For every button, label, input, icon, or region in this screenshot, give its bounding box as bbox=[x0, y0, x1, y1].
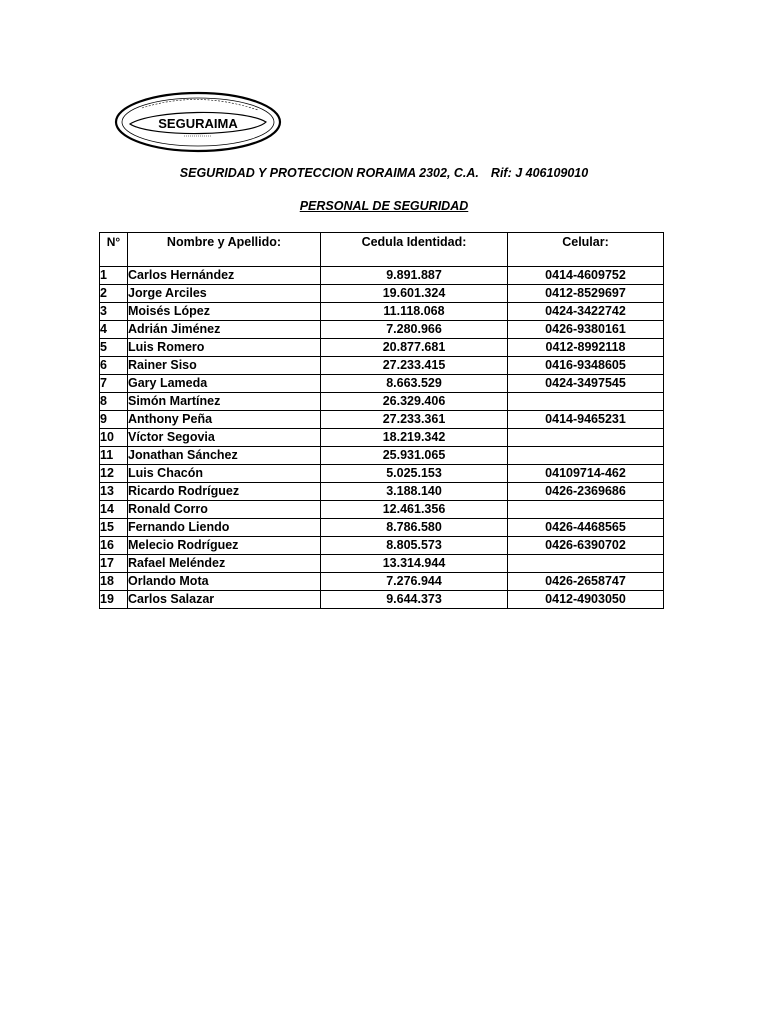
table-row bbox=[100, 285, 664, 303]
cell-id: 19.601.324 bbox=[321, 285, 508, 303]
cell-name: Fernando Liendo bbox=[128, 519, 321, 537]
cell-name: Simón Martínez bbox=[128, 393, 321, 411]
cell-id: 8.805.573 bbox=[321, 537, 508, 555]
col-header-name: Nombre y Apellido: bbox=[128, 233, 321, 267]
cell-id: 26.329.406 bbox=[321, 393, 508, 411]
col-header-id: Cedula Identidad: bbox=[321, 233, 508, 267]
table-row bbox=[100, 429, 664, 447]
cell-name: Anthony Peña bbox=[128, 411, 321, 429]
cell-number: 14 bbox=[100, 501, 128, 519]
page-title: PERSONAL DE SEGURIDAD bbox=[299, 199, 469, 213]
cell-number: 19 bbox=[100, 591, 128, 609]
cell-id: 5.025.153 bbox=[321, 465, 508, 483]
cell-number: 3 bbox=[100, 303, 128, 321]
cell-phone: 0416-9348605 bbox=[508, 357, 664, 375]
cell-phone: 0426-6390702 bbox=[508, 537, 664, 555]
company-line bbox=[0, 166, 768, 180]
cell-id: 9.891.887 bbox=[321, 267, 508, 285]
table-row bbox=[100, 447, 664, 465]
col-header-phone: Celular: bbox=[508, 233, 664, 267]
cell-id: 11.118.068 bbox=[321, 303, 508, 321]
cell-phone: 0426-2658747 bbox=[508, 573, 664, 591]
table-header-row bbox=[100, 233, 664, 267]
cell-phone bbox=[508, 501, 664, 519]
cell-number: 8 bbox=[100, 393, 128, 411]
table-row bbox=[100, 339, 664, 357]
cell-phone: 04109714-462 bbox=[508, 465, 664, 483]
cell-phone: 0424-3422742 bbox=[508, 303, 664, 321]
cell-name: Rainer Siso bbox=[128, 357, 321, 375]
personnel-table bbox=[99, 232, 664, 609]
cell-name: Carlos Hernández bbox=[128, 267, 321, 285]
cell-name: Ricardo Rodríguez bbox=[128, 483, 321, 501]
cell-phone bbox=[508, 555, 664, 573]
cell-number: 18 bbox=[100, 573, 128, 591]
cell-phone bbox=[508, 429, 664, 447]
cell-name: Ronald Corro bbox=[128, 501, 321, 519]
logo-emblem bbox=[112, 88, 284, 154]
cell-number: 13 bbox=[100, 483, 128, 501]
cell-phone: 0414-9465231 bbox=[508, 411, 664, 429]
cell-phone: 0412-4903050 bbox=[508, 591, 664, 609]
svg-text:SEGURAIMA: SEGURAIMA bbox=[158, 116, 238, 131]
cell-number: 16 bbox=[100, 537, 128, 555]
table-row bbox=[100, 573, 664, 591]
cell-name: Luis Chacón bbox=[128, 465, 321, 483]
cell-number: 4 bbox=[100, 321, 128, 339]
cell-name: Moisés López bbox=[128, 303, 321, 321]
table-row bbox=[100, 519, 664, 537]
table-row bbox=[100, 303, 664, 321]
cell-id: 13.314.944 bbox=[321, 555, 508, 573]
cell-number: 2 bbox=[100, 285, 128, 303]
table-row bbox=[100, 267, 664, 285]
table-row bbox=[100, 555, 664, 573]
cell-phone: 0414-4609752 bbox=[508, 267, 664, 285]
cell-id: 27.233.415 bbox=[321, 357, 508, 375]
table-row bbox=[100, 465, 664, 483]
cell-name: Jorge Arciles bbox=[128, 285, 321, 303]
cell-number: 12 bbox=[100, 465, 128, 483]
table-body bbox=[100, 267, 664, 609]
cell-number: 1 bbox=[100, 267, 128, 285]
cell-number: 7 bbox=[100, 375, 128, 393]
cell-id: 8.786.580 bbox=[321, 519, 508, 537]
cell-id: 7.276.944 bbox=[321, 573, 508, 591]
table-row bbox=[100, 483, 664, 501]
cell-name: Jonathan Sánchez bbox=[128, 447, 321, 465]
cell-phone: 0412-8992118 bbox=[508, 339, 664, 357]
company-rif: Rif: J 406109010 bbox=[490, 166, 589, 180]
cell-phone: 0424-3497545 bbox=[508, 375, 664, 393]
cell-name: Víctor Segovia bbox=[128, 429, 321, 447]
cell-number: 17 bbox=[100, 555, 128, 573]
cell-number: 15 bbox=[100, 519, 128, 537]
table-row bbox=[100, 501, 664, 519]
cell-id: 3.188.140 bbox=[321, 483, 508, 501]
cell-id: 18.219.342 bbox=[321, 429, 508, 447]
cell-phone: 0426-2369686 bbox=[508, 483, 664, 501]
cell-id: 27.233.361 bbox=[321, 411, 508, 429]
cell-number: 6 bbox=[100, 357, 128, 375]
cell-number: 5 bbox=[100, 339, 128, 357]
cell-number: 9 bbox=[100, 411, 128, 429]
table-row bbox=[100, 375, 664, 393]
cell-id: 25.931.065 bbox=[321, 447, 508, 465]
company-name: SEGURIDAD Y PROTECCION RORAIMA 2302, C.A. bbox=[179, 166, 479, 180]
table-row bbox=[100, 393, 664, 411]
cell-name: Rafael Meléndez bbox=[128, 555, 321, 573]
cell-number: 10 bbox=[100, 429, 128, 447]
cell-phone: 0426-9380161 bbox=[508, 321, 664, 339]
cell-id: 20.877.681 bbox=[321, 339, 508, 357]
cell-phone bbox=[508, 393, 664, 411]
table-row bbox=[100, 591, 664, 609]
cell-id: 12.461.356 bbox=[321, 501, 508, 519]
table-row bbox=[100, 357, 664, 375]
seguraima-logo bbox=[112, 88, 284, 154]
cell-id: 7.280.966 bbox=[321, 321, 508, 339]
cell-name: Carlos Salazar bbox=[128, 591, 321, 609]
table-row bbox=[100, 321, 664, 339]
cell-name: Orlando Mota bbox=[128, 573, 321, 591]
cell-phone: 0412-8529697 bbox=[508, 285, 664, 303]
table-row bbox=[100, 411, 664, 429]
table-row bbox=[100, 537, 664, 555]
cell-name: Adrián Jiménez bbox=[128, 321, 321, 339]
cell-phone bbox=[508, 447, 664, 465]
cell-name: Melecio Rodríguez bbox=[128, 537, 321, 555]
cell-name: Luis Romero bbox=[128, 339, 321, 357]
cell-id: 9.644.373 bbox=[321, 591, 508, 609]
cell-name: Gary Lameda bbox=[128, 375, 321, 393]
cell-id: 8.663.529 bbox=[321, 375, 508, 393]
col-header-number: N° bbox=[100, 233, 128, 267]
cell-phone: 0426-4468565 bbox=[508, 519, 664, 537]
cell-number: 11 bbox=[100, 447, 128, 465]
